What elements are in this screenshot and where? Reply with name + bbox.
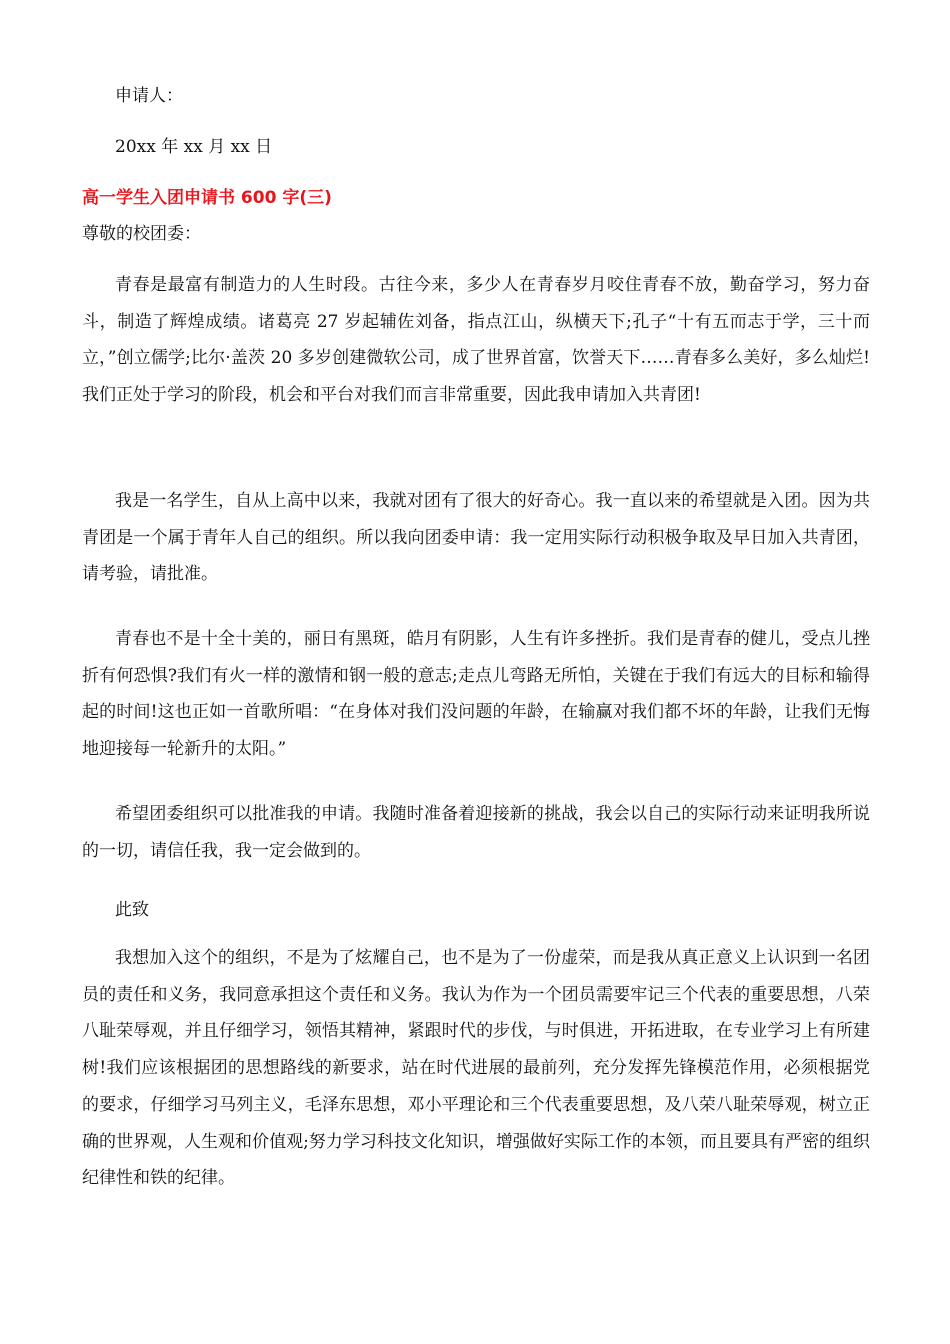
body-paragraph-4: 希望团委组织可以批准我的申请。我随时准备着迎接新的挑战，我会以自己的实际行动来证明我所说的一切，请信任我，我一定会做到的。 bbox=[82, 804, 870, 861]
body-paragraph-2: 我是一名学生，自从上高中以来，我就对团有了很大的好奇心。我一直以来的希望就是入团。因为共青团是一个属于青年人自己的组织。所以我向团委申请：我一定用实际行动积极争取及早日加入共青团，请考验，请批准。 bbox=[82, 491, 870, 585]
final-paragraph: 我想加入这个的组织，不是为了炫耀自己，也不是为了一份虚荣，而是我从真正意义上认识到一名团员的责任和义务，我同意承担这个责任和义务。我认为作为一个团员需要牢记三个代表的重要思想，八荣八耻荣辱观，并且仔细学习，领悟其精神，紧跟时代的步伐，与时俱进，开拓进取，在专业学习上有所建树!我们应该根据团的思想路线的新要求，站在时代进展的最前列，充分发挥先锋模范作用，必须根据党的要求，仔细学习马列主义，毛泽东思想，邓小平理论和三个代表重要思想，及八荣八耻荣辱观，树立正确的世界观，人生观和价值观;努力学习科技文化知识，增强做好实际工作的本领，而且要具有严密的组织纪律性和铁的纪律。 bbox=[82, 948, 870, 1189]
applicant-label: 申请人： bbox=[115, 86, 183, 106]
body-paragraph-3: 青春也不是十全十美的，丽日有黑斑，皓月有阴影，人生有许多挫折。我们是青春的健儿，受点儿挫折有何恐惧?我们有火一样的激情和钢一般的意志;走点儿弯路无所怕，关键在于我们有远大的目标和输得起的时间!这也正如一首歌所唱：“在身体对我们没问题的年龄，在输赢对我们都不坏的年龄，让我们无悔地迎接每一轮新升的太阳。” bbox=[82, 629, 870, 760]
body-paragraph-1: 青春是最富有制造力的人生时段。古往今来，多少人在青春岁月咬住青春不放，勤奋学习，努力奋斗，制造了辉煌成绩。诸葛亮 27 岁起辅佐刘备，指点江山，纵横天下;孔子“十有五而志于学，三十而立，”创立儒学;比尔·盖茨 20 多岁创建微软公司，成了世界首富，饮誉天下……青春多么美好，多么灿烂!我们正处于学习的阶段，机会和平台对我们而言非常重要，因此我申请加入共青团! bbox=[82, 275, 870, 406]
date-line: 20xx 年 xx 月 xx 日 bbox=[115, 137, 273, 157]
salutation: 尊敬的校团委： bbox=[82, 224, 201, 244]
section-title: 高一学生入团申请书 600 字(三) bbox=[82, 188, 332, 208]
closing: 此致 bbox=[115, 900, 149, 920]
